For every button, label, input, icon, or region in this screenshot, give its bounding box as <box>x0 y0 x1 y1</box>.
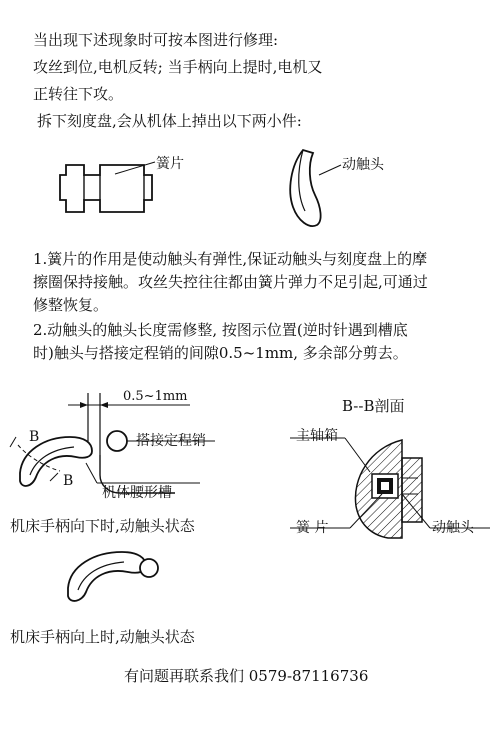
section-b-upper-label: B <box>29 429 40 445</box>
spring-plate-drawing <box>60 160 160 220</box>
intro-line-3: 正转往下攻。 <box>33 85 124 103</box>
note-1-line-3: 修整恢复。 <box>33 296 109 314</box>
spindle-box-label: 主轴箱 <box>296 428 338 444</box>
moving-contact-label: 动触头 <box>342 157 384 173</box>
intro-line-2: 攻丝到位,电机反转; 当手柄向上提时,电机又 <box>33 58 323 76</box>
note-1-line-1: 1.簧片的作用是使动触头有弹性,保证动触头与刻度盘上的摩 <box>33 250 428 268</box>
intro-line-1: 当出现下述现象时可按本图进行修理: <box>33 31 279 49</box>
moving-contact-drawing <box>283 145 343 235</box>
section-b-lower-label: B <box>63 473 74 489</box>
handle-up-caption: 机床手柄向上时,动触头状态 <box>10 628 195 646</box>
spring-plate-label: 簧片 <box>156 156 184 172</box>
contact-info: 有问题再联系我们 0579-87116736 <box>124 667 369 685</box>
intro-line-4: 拆下刻度盘,会从机体上掉出以下两小件: <box>37 112 302 130</box>
note-1-line-2: 擦圈保持接触。攻丝失控往往都由簧片弹力不足引起,可通过 <box>33 273 428 291</box>
handle-up-diagram <box>60 540 180 615</box>
gap-dimension-label: 0.5~1mm <box>123 389 188 404</box>
section-spring-label: 簧 片 <box>296 520 329 536</box>
section-title: B--B剖面 <box>342 397 405 415</box>
body-slot-label: 机体腰形槽 <box>102 485 172 501</box>
section-contact-label: 动触头 <box>432 520 474 536</box>
handle-down-diagram <box>0 385 250 525</box>
note-2-line-1: 2.动触头的触头长度需修整, 按图示位置(逆时针遇到槽底 <box>33 321 408 339</box>
handle-down-caption: 机床手柄向下时,动触头状态 <box>10 517 195 535</box>
stroke-pin-label: 搭接定程销 <box>136 433 206 449</box>
note-2-line-2: 时)触头与搭接定程销的间隙0.5~1mm, 多余部分剪去。 <box>33 344 408 362</box>
